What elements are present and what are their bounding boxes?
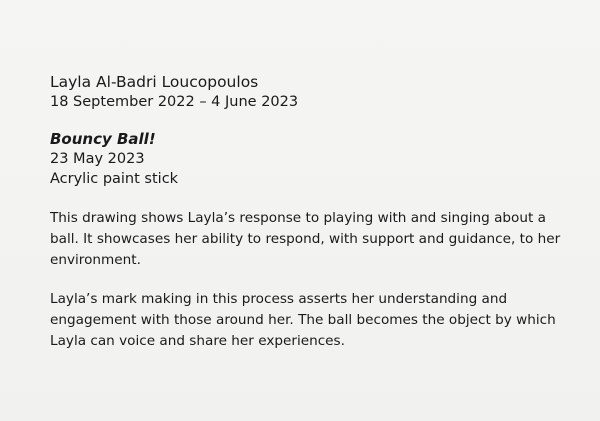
label-content — [50, 72, 570, 352]
artwork-medium: Acrylic paint stick — [50, 171, 179, 187]
description-paragraph-1: This drawing shows Layla’s response to playing with and singing about a ball. It showcases her ability to respond, with support and guidance, to her environment. — [50, 210, 561, 268]
artist-life-dates: 18 September 2022 – 4 June 2023 — [50, 94, 299, 110]
description-paragraph-2: Layla’s mark making in this process asserts her understanding and engagement with those around her. The ball becomes the object by which Layla can voice and share her experiences. — [50, 291, 556, 349]
artwork-title: Bouncy Ball! — [50, 130, 156, 148]
artist-name: Layla Al-Badri Loucopoulos — [50, 73, 259, 91]
artwork-date: 23 May 2023 — [50, 151, 145, 167]
